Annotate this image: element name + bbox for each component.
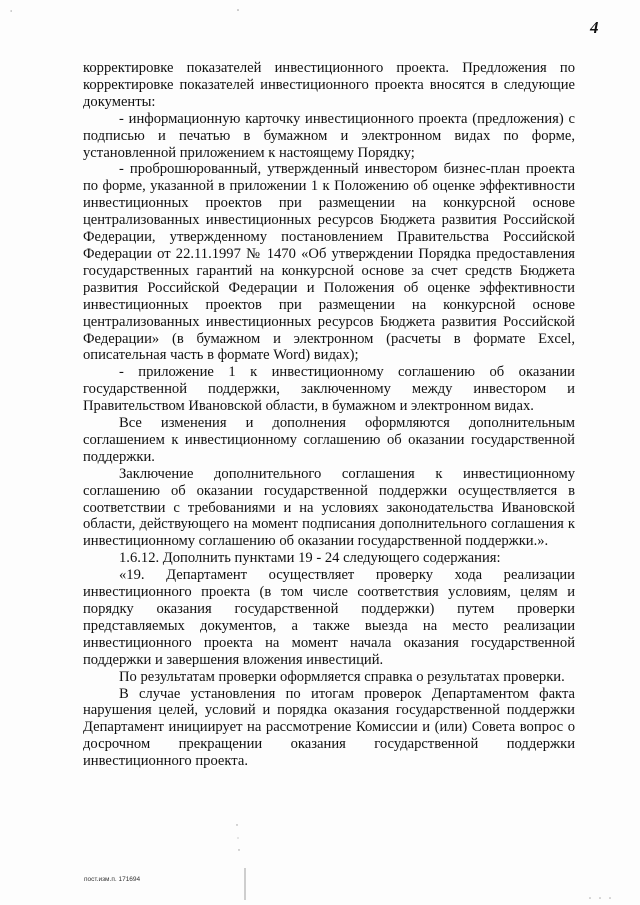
speck — [238, 849, 239, 850]
speck — [589, 897, 591, 899]
speck — [609, 897, 611, 899]
paragraph-changes: Все изменения и дополнения оформляются дополнительным соглашением к инвестиционному соглашению об оказании государственной поддержки. — [83, 415, 575, 465]
paragraph-clause-1-6-12: 1.6.12. Дополнить пунктами 19 - 24 следующего содержания: — [119, 550, 501, 567]
footer-code: пост.изм.п. 171694 — [84, 876, 141, 883]
paragraph-business-plan: - проброшюрованный, утвержденный инвестором бизнес-план проекта по форме, указанной в приложении 1 к Положению об оценке эффективности инвестиционных проектов при размещении на конкурсной основе централизованных инвестиционных ресурсов Бюджета развития Российской Федерации, утвержденному постановлением Правительства Российской Федерации от 22.11.1997 № 1470 «Об утверждении Порядка предоставления государственных гарантий на конкурсной основе за счет средств Бюджета развития Российской Федерации и Положения об оценке эффективности инвестиционных проектов при размещении на конкурсной основе централизованных инвестиционных ресурсов Бюджета развития Российской Федерации» (в бумажном и электронном (расчеты в формате Excel, описательная часть в формате Word) видах); — [83, 161, 575, 364]
paragraph-conclusion: Заключение дополнительного соглашения к инвестиционному соглашению об оказании государственной поддержки осуществляется в соответствии с требованиями и на условиях законодательства Ивановской области, действующего на момент подписания дополнительного соглашения к инвестиционному соглашению об оказании государственной поддержки.». — [83, 465, 575, 550]
paragraph-info-card: - информационную карточку инвестиционного проекта (предложения) с подписью и печатью в бумажном и электронном видах по форме, установленной приложением к настоящему Порядку; — [83, 110, 575, 161]
speck — [237, 837, 238, 838]
paragraph-appendix: - приложение 1 к инвестиционному соглашению об оказании государственной поддержки, заключенному между инвестором и Правительством Ивановской области, в бумажном и электронном видах. — [83, 364, 575, 415]
paragraph-continuation: корректировке показателей инвестиционного проекта. Предложения по корректировке показателей инвестиционного проекта вносятся в следующие документы: — [83, 60, 575, 110]
paragraph-item-19: «19. Департамент осуществляет проверку хода реализации инвестиционного проекта (в том числе соответствия условиям, целям и порядку оказания государственной поддержки) путем проверки представляемых документов, а также выезда на место реализации инвестиционного проекта на момент начала оказания государственной поддержки и завершения вложения инвестиций. — [83, 567, 575, 668]
paragraph-violation: В случае установления по итогам проверок Департаментом факта нарушения целей, условий и порядка оказания государственной поддержки Департамент инициирует на рассмотрение Комиссии и (или) Совета вопрос о досрочном прекращении оказания государственной поддержки инвестиционного проекта. — [83, 685, 575, 770]
body-text — [83, 60, 575, 770]
page-number: 4 — [590, 18, 599, 37]
speck — [236, 824, 237, 825]
speck — [237, 9, 239, 11]
scan-mark: ∙ — [10, 6, 13, 16]
paragraph-inspection-result: По результатам проверки оформляется справка о результатах проверки. — [119, 668, 565, 685]
speck — [599, 897, 601, 899]
